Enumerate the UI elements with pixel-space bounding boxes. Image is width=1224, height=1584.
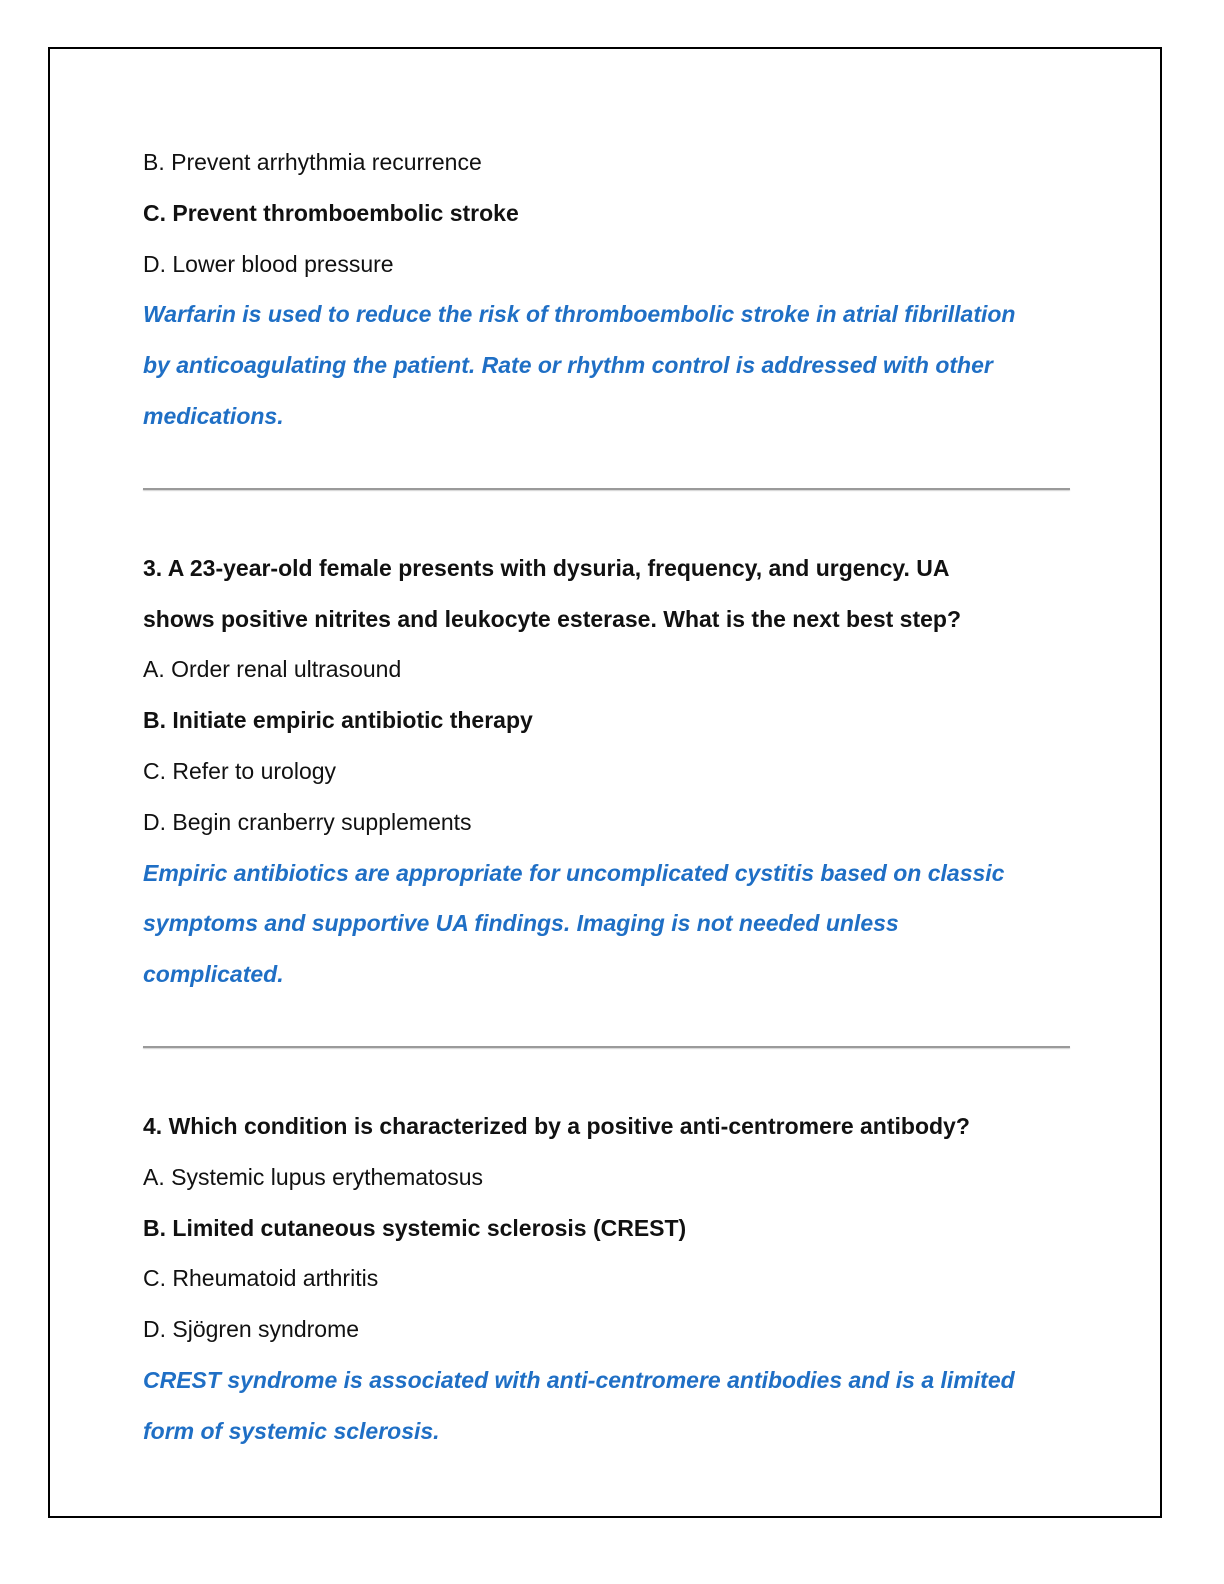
divider-line bbox=[143, 1046, 1070, 1048]
section-divider bbox=[143, 1000, 1083, 1101]
option-d: D. Begin cranberry supplements bbox=[143, 808, 472, 835]
explanation-line: by anticoagulating the patient. Rate or rhythm control is addressed with other bbox=[143, 352, 993, 379]
question-block-2 bbox=[143, 137, 1083, 442]
option-d: D. Lower blood pressure bbox=[143, 250, 394, 277]
option-c: C. Refer to urology bbox=[143, 757, 337, 784]
document-content bbox=[143, 137, 1083, 1457]
option-b-correct: B. Limited cutaneous systemic sclerosis (CREST) bbox=[143, 1214, 687, 1241]
question-stem: shows positive nitrites and leukocyte esterase. What is the next best step? bbox=[143, 605, 962, 632]
explanation-line: form of systemic sclerosis. bbox=[143, 1417, 440, 1444]
explanation-line: medications. bbox=[143, 402, 284, 429]
explanation-line: Warfarin is used to reduce the risk of thromboembolic stroke in atrial fibrillation bbox=[143, 301, 1016, 328]
section-divider bbox=[143, 442, 1083, 543]
option-c-correct: C. Prevent thromboembolic stroke bbox=[143, 199, 519, 226]
option-a: A. Order renal ultrasound bbox=[143, 656, 402, 683]
explanation-line: CREST syndrome is associated with anti-centromere antibodies and is a limited bbox=[143, 1366, 1015, 1393]
option-c: C. Rheumatoid arthritis bbox=[143, 1265, 379, 1292]
explanation-line: Empiric antibiotics are appropriate for uncomplicated cystitis based on classic bbox=[143, 859, 1005, 886]
question-block-3 bbox=[143, 543, 1083, 1000]
option-b: B. Prevent arrhythmia recurrence bbox=[143, 149, 482, 175]
option-b-correct: B. Initiate empiric antibiotic therapy bbox=[143, 707, 533, 734]
explanation-line: complicated. bbox=[143, 961, 284, 988]
option-a: A. Systemic lupus erythematosus bbox=[143, 1163, 484, 1190]
explanation-line: symptoms and supportive UA findings. Imaging is not needed unless bbox=[143, 910, 899, 937]
question-block-4 bbox=[143, 1101, 1083, 1457]
divider-line bbox=[143, 488, 1070, 490]
question-stem: 3. A 23-year-old female presents with dysuria, frequency, and urgency. UA bbox=[143, 554, 950, 581]
option-d: D. Sjögren syndrome bbox=[143, 1316, 360, 1343]
question-stem: 4. Which condition is characterized by a positive anti-centromere antibody? bbox=[143, 1112, 970, 1139]
